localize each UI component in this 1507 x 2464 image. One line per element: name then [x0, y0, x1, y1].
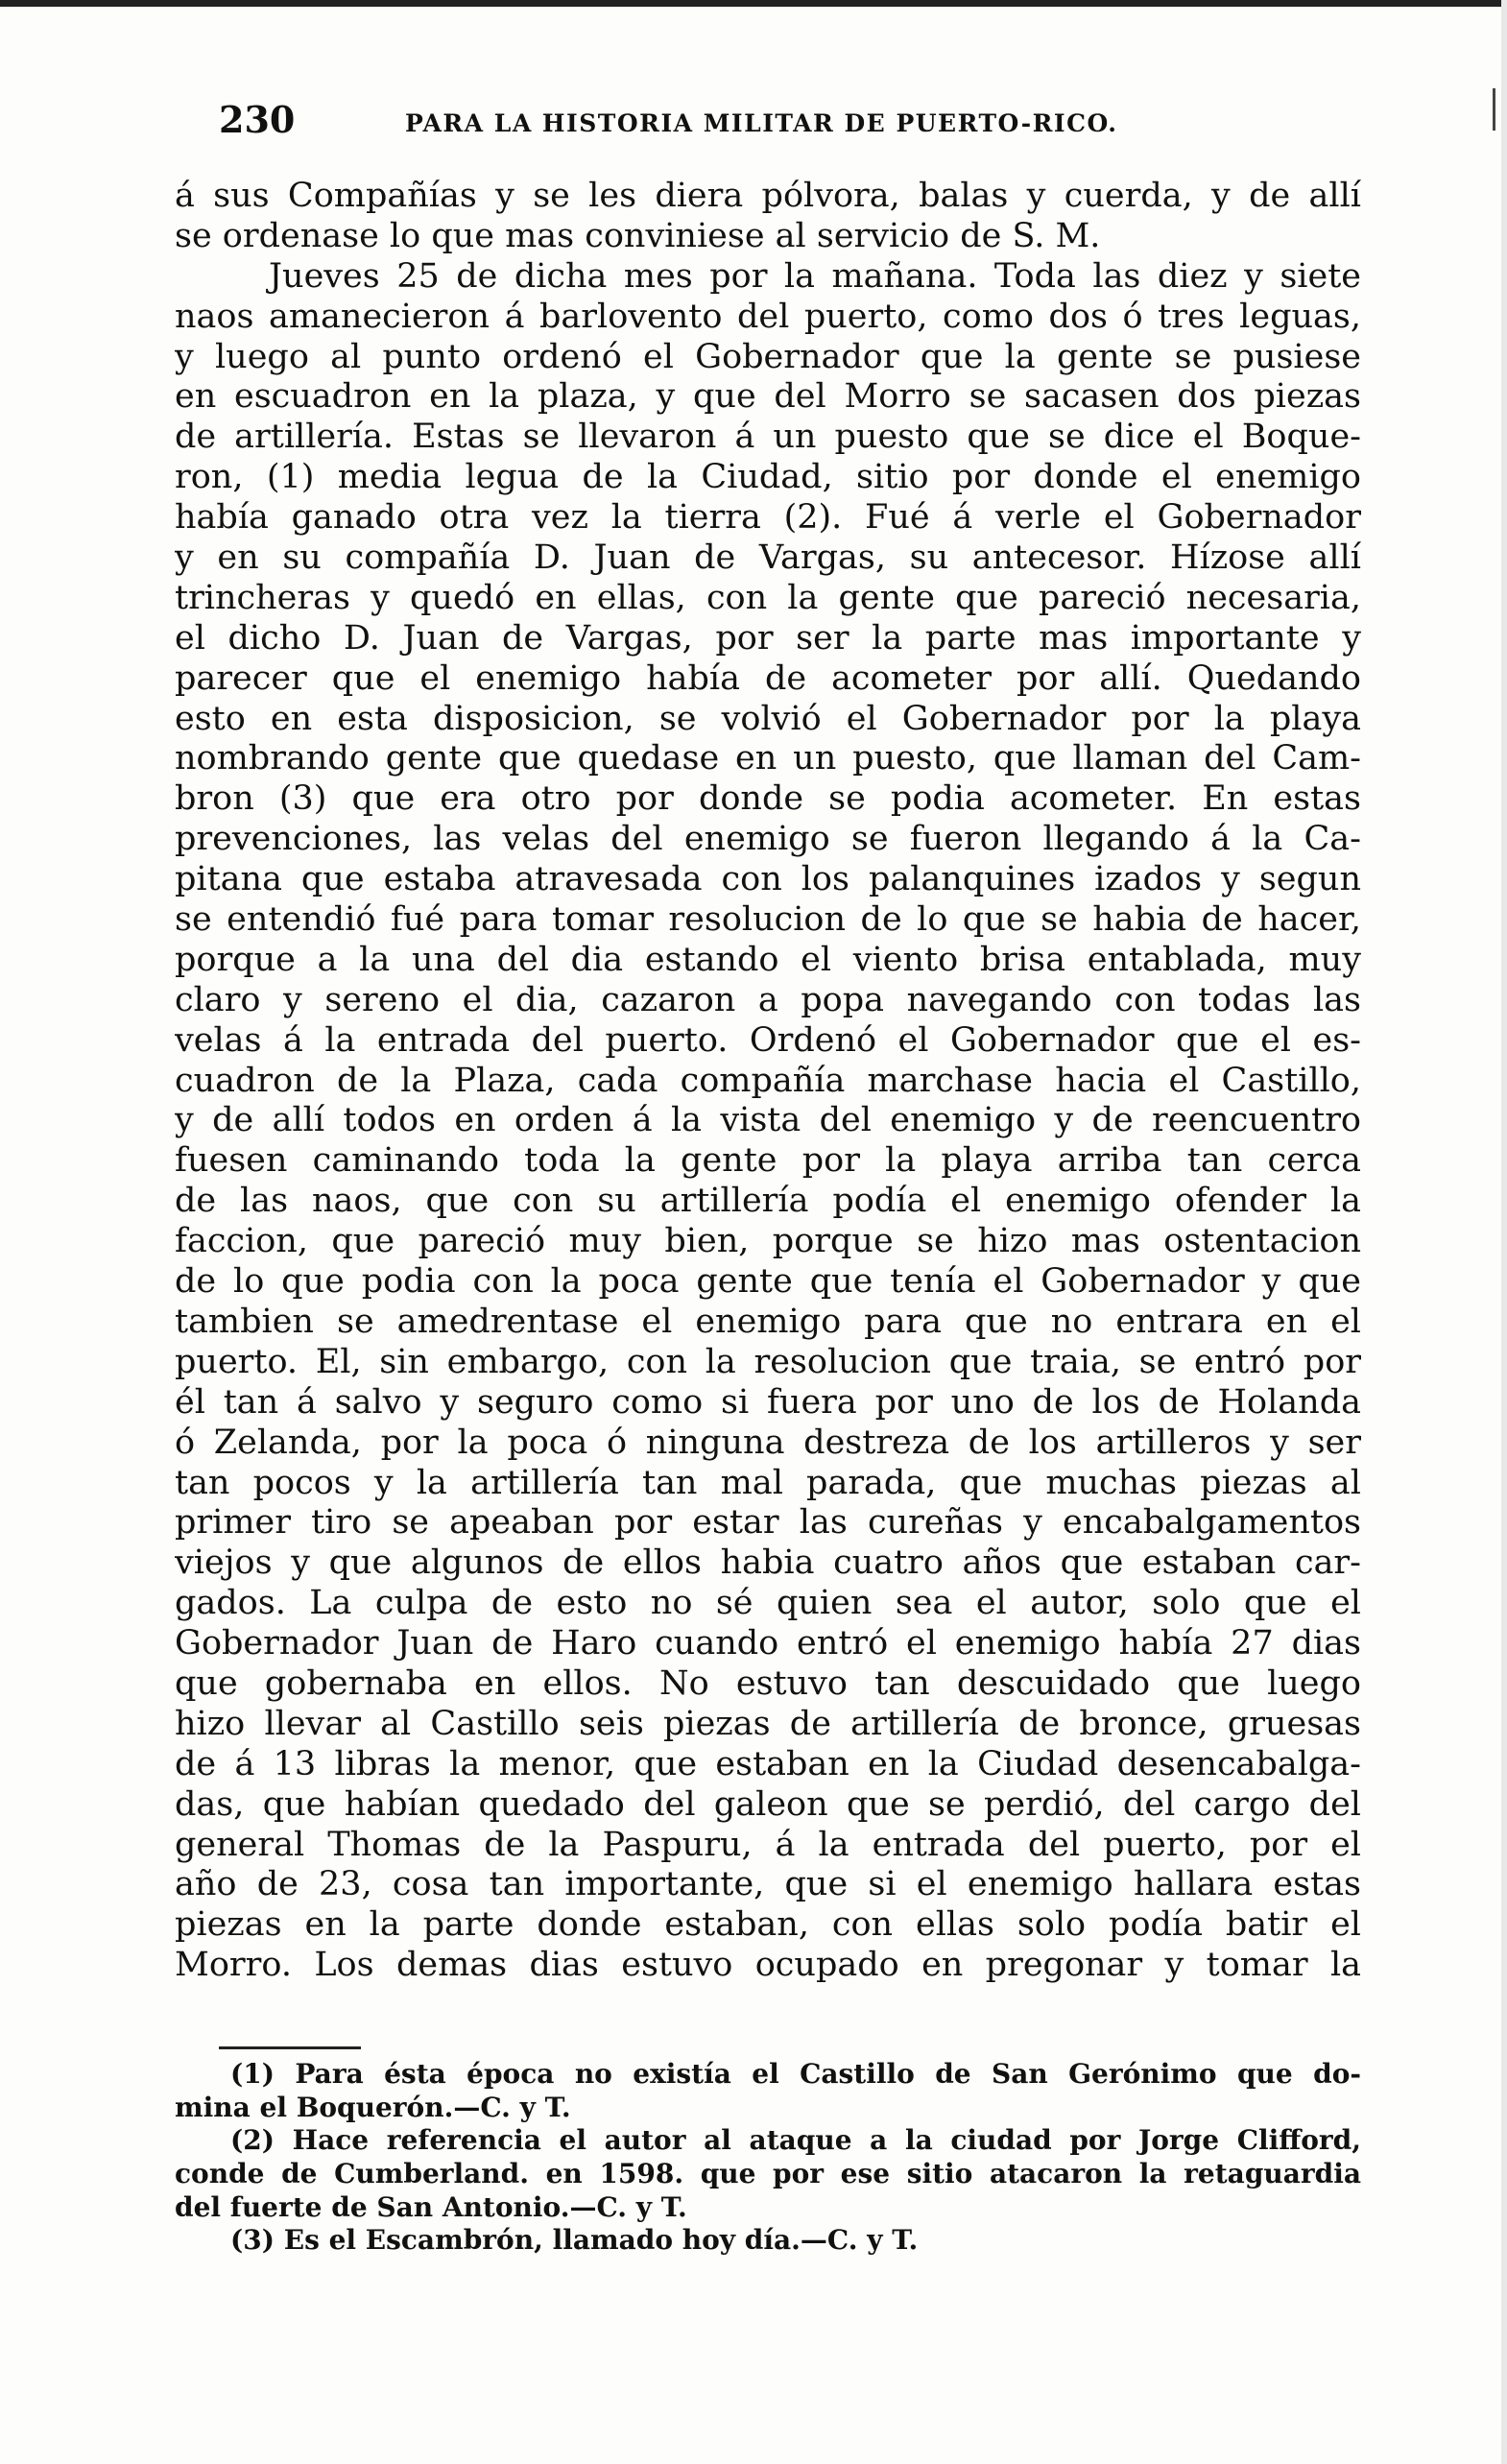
text-line: de las naos, que con su artillería podía el enemigo ofender la: [175, 1182, 1361, 1221]
text-line: viejos y que algunos de ellos habia cuatro años que estaban car-: [175, 1543, 1361, 1583]
text-line: naos amanecieron á barlovento del puerto, como dos ó tres leguas,: [175, 297, 1361, 336]
text-line: parecer que el enemigo había de acometer por allí. Quedando: [175, 658, 1361, 698]
footnote-line: (2) Hace referencia el autor al ataque a la ciudad por Jorge Clifford,: [230, 2124, 1361, 2157]
text-line: que gobernaba en ellos. No estuvo tan descuidado que luego: [175, 1663, 1361, 1703]
page-number: 230: [219, 98, 296, 141]
text-line: se ordenase lo que mas conviniese al servicio de S. M.: [175, 216, 1101, 255]
text-line: pitana que estaba atravesada con los palanquines izados y segun: [175, 860, 1361, 899]
text-line: de artillería. Estas se llevaron á un puesto que se dice el Boque-: [175, 418, 1361, 457]
margin-mark: [1493, 88, 1495, 131]
text-line: velas á la entrada del puerto. Ordenó el Gobernador que el es-: [175, 1020, 1361, 1060]
footnote-line: (3) Es el Escambrón, llamado hoy día.—C. y T.: [230, 2224, 919, 2257]
footnotes: [175, 2058, 1361, 2258]
page-header: [219, 98, 1371, 155]
text-line: y en su compañía D. Juan de Vargas, su antecesor. Hízose allí: [175, 538, 1361, 578]
text-line: prevenciones, las velas del enemigo se fueron llegando á la Ca-: [175, 820, 1361, 859]
text-line: gados. La culpa de esto no sé quien sea el autor, solo que el: [175, 1584, 1361, 1623]
footnote-line: (1) Para ésta época no existía el Castillo de San Gerónimo que do-: [230, 2058, 1361, 2090]
text-line: de á 13 libras la menor, que estaban en la Ciudad desencabalga-: [175, 1744, 1361, 1783]
text-line: Jueves 25 de dicha mes por la mañana. Toda las diez y siete: [269, 256, 1361, 296]
text-line: primer tiro se apeaban por estar las cureñas y encabalgamentos: [175, 1503, 1361, 1543]
text-line: había ganado otra vez la tierra (2). Fué á verle el Gobernador: [175, 498, 1361, 538]
text-line: trincheras y quedó en ellas, con la gente que pareció necesaria,: [175, 578, 1361, 617]
text-line: puerto. El, sin embargo, con la resolucion que traia, se entró por: [175, 1342, 1361, 1381]
footnote-separator: [219, 2046, 361, 2049]
text-line: piezas en la parte donde estaban, con ellas solo podía batir el: [175, 1905, 1361, 1945]
right-edge-shadow: [1501, 0, 1507, 2464]
footnote-line: del fuerte de San Antonio.—C. y T.: [175, 2190, 687, 2223]
text-line: tan pocos y la artillería tan mal parada, que muchas piezas al: [175, 1463, 1361, 1502]
footnote-line: conde de Cumberland. en 1598. que por ese sitio atacaron la retaguardia: [175, 2158, 1361, 2190]
text-line: fuesen caminando toda la gente por la playa arriba tan cerca: [175, 1141, 1361, 1181]
text-line: tambien se amedrentase el enemigo para que no entrara en el: [175, 1302, 1361, 1341]
text-line: el dicho D. Juan de Vargas, por ser la parte mas importante y: [175, 618, 1361, 658]
text-line: de lo que podia con la poca gente que tenía el Gobernador y que: [175, 1262, 1361, 1302]
text-line: ó Zelanda, por la poca ó ninguna destreza de los artilleros y ser: [175, 1423, 1361, 1462]
text-line: hizo llevar al Castillo seis piezas de artillería de bronce, gruesas: [175, 1704, 1361, 1743]
text-line: general Thomas de la Paspuru, á la entrada del puerto, por el: [175, 1825, 1361, 1864]
text-line: ron, (1) media legua de la Ciudad, sitio por donde el enemigo: [175, 458, 1361, 497]
text-line: claro y sereno el dia, cazaron a popa navegando con todas las: [175, 980, 1361, 1019]
running-head: PARA LA HISTORIA MILITAR DE PUERTO-RICO.: [405, 109, 1118, 137]
text-line: bron (3) que era otro por donde se podia acometer. En estas: [175, 779, 1361, 819]
top-edge-rule: [0, 0, 1507, 7]
text-line: das, que habían quedado del galeon que se perdió, del cargo del: [175, 1784, 1361, 1824]
text-line: esto en esta disposicion, se volvió el Gobernador por la playa: [175, 699, 1361, 738]
text-line: porque a la una del dia estando el viento brisa entablada, muy: [175, 940, 1361, 979]
text-line: año de 23, cosa tan importante, que si el enemigo hallara estas: [175, 1865, 1361, 1904]
body-text: [175, 177, 1361, 1986]
text-line: á sus Compañías y se les diera pólvora, balas y cuerda, y de allí: [175, 177, 1361, 215]
text-line: Gobernador Juan de Haro cuando entró el enemigo había 27 dias: [175, 1624, 1361, 1663]
text-line: nombrando gente que quedase en un puesto, que llaman del Cam-: [175, 739, 1361, 778]
text-line: Morro. Los demas dias estuvo ocupado en pregonar y tomar la: [175, 1946, 1361, 1985]
text-line: se entendió fué para tomar resolucion de lo que se habia de hacer,: [175, 900, 1361, 940]
text-line: y luego al punto ordenó el Gobernador que la gente se pusiese: [175, 337, 1361, 376]
text-line: en escuadron en la plaza, y que del Morro se sacasen dos piezas: [175, 377, 1361, 417]
footnote-line: mina el Boquerón.—C. y T.: [175, 2091, 571, 2123]
text-line: faccion, que pareció muy bien, porque se hizo mas ostentacion: [175, 1222, 1361, 1261]
text-line: y de allí todos en orden á la vista del enemigo y de reencuentro: [175, 1101, 1361, 1140]
text-line: él tan á salvo y seguro como si fuera por uno de los de Holanda: [175, 1382, 1361, 1422]
text-line: cuadron de la Plaza, cada compañía marchase hacia el Castillo,: [175, 1061, 1361, 1100]
